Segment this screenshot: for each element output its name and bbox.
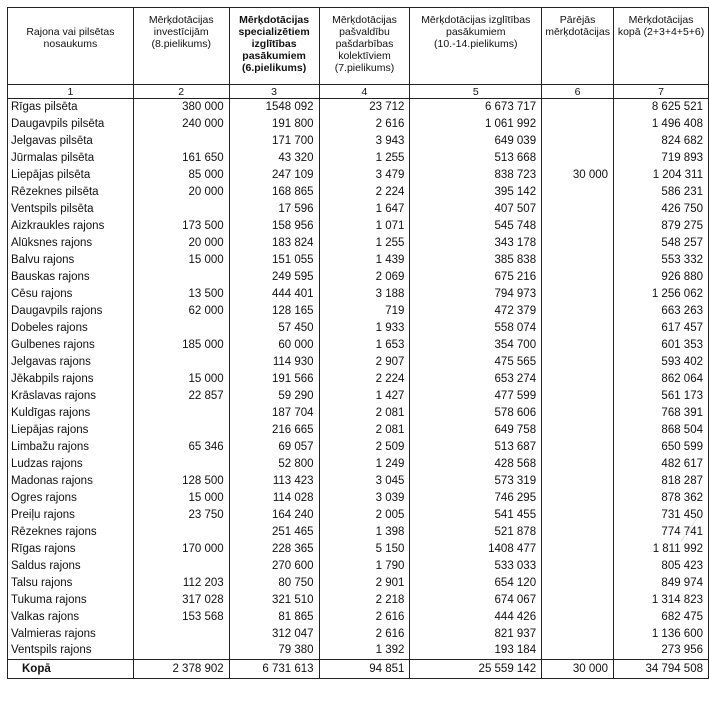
cell-specialized-education: 183 824 xyxy=(229,235,319,252)
cell-other xyxy=(542,422,614,439)
cell-amateur-collectives: 23 712 xyxy=(319,99,410,116)
row-name: Jelgavas pilsēta xyxy=(8,133,134,150)
header-investments: Mērķdotācijas investīcijām (8.pielikums) xyxy=(133,8,229,85)
cell-investments: 15 000 xyxy=(133,490,229,507)
header-name: Rajona vai pilsētas nosaukums xyxy=(8,8,134,85)
cell-total: 593 402 xyxy=(614,354,709,371)
cell-education-measures: 653 274 xyxy=(410,371,542,388)
cell-amateur-collectives: 1 790 xyxy=(319,558,410,575)
cell-other xyxy=(542,592,614,609)
cell-specialized-education: 151 055 xyxy=(229,252,319,269)
table-row xyxy=(8,184,709,201)
cell-other xyxy=(542,507,614,524)
row-name: Jelgavas rajons xyxy=(8,354,134,371)
cell-investments: 13 500 xyxy=(133,286,229,303)
row-name: Liepājas pilsēta xyxy=(8,167,134,184)
table-row xyxy=(8,422,709,439)
column-number: 2 xyxy=(133,85,229,99)
cell-other xyxy=(542,184,614,201)
cell-other xyxy=(542,388,614,405)
cell-education-measures: 573 319 xyxy=(410,473,542,490)
cell-other xyxy=(542,354,614,371)
cell-education-measures: 513 687 xyxy=(410,439,542,456)
cell-specialized-education: 216 665 xyxy=(229,422,319,439)
cell-specialized-education: 114 930 xyxy=(229,354,319,371)
row-name: Preiļu rajons xyxy=(8,507,134,524)
total-row xyxy=(8,660,709,679)
cell-investments xyxy=(133,558,229,575)
cell-education-measures: 193 184 xyxy=(410,643,542,660)
table-row xyxy=(8,286,709,303)
cell-education-measures: 477 599 xyxy=(410,388,542,405)
cell-other: 30 000 xyxy=(542,167,614,184)
cell-specialized-education: 171 700 xyxy=(229,133,319,150)
cell-investments xyxy=(133,456,229,473)
total-other: 30 000 xyxy=(542,660,614,679)
cell-total: 482 617 xyxy=(614,456,709,473)
allocation-table xyxy=(7,7,709,679)
cell-specialized-education: 187 704 xyxy=(229,405,319,422)
cell-amateur-collectives: 1 392 xyxy=(319,643,410,660)
cell-education-measures: 395 142 xyxy=(410,184,542,201)
cell-education-measures: 354 700 xyxy=(410,337,542,354)
row-name: Daugavpils pilsēta xyxy=(8,116,134,133)
table-row xyxy=(8,643,709,660)
cell-other xyxy=(542,541,614,558)
cell-specialized-education: 191 566 xyxy=(229,371,319,388)
table-row xyxy=(8,609,709,626)
table-row xyxy=(8,371,709,388)
cell-other xyxy=(542,626,614,643)
cell-specialized-education: 312 047 xyxy=(229,626,319,643)
cell-specialized-education: 52 800 xyxy=(229,456,319,473)
cell-education-measures: 558 074 xyxy=(410,320,542,337)
cell-total: 926 880 xyxy=(614,269,709,286)
cell-total: 719 893 xyxy=(614,150,709,167)
cell-education-measures: 674 067 xyxy=(410,592,542,609)
table-row xyxy=(8,201,709,218)
cell-specialized-education: 444 401 xyxy=(229,286,319,303)
cell-total: 8 625 521 xyxy=(614,99,709,116)
row-name: Ogres rajons xyxy=(8,490,134,507)
cell-total: 601 353 xyxy=(614,337,709,354)
cell-specialized-education: 191 800 xyxy=(229,116,319,133)
table-row xyxy=(8,473,709,490)
cell-total: 818 287 xyxy=(614,473,709,490)
cell-amateur-collectives: 3 039 xyxy=(319,490,410,507)
cell-investments: 173 500 xyxy=(133,218,229,235)
cell-other xyxy=(542,252,614,269)
cell-total: 862 064 xyxy=(614,371,709,388)
cell-investments: 380 000 xyxy=(133,99,229,116)
cell-total: 553 332 xyxy=(614,252,709,269)
cell-amateur-collectives: 2 616 xyxy=(319,626,410,643)
header-other: Pārējās mērķdotācijas xyxy=(542,8,614,85)
cell-education-measures: 513 668 xyxy=(410,150,542,167)
cell-investments xyxy=(133,354,229,371)
total-label: Kopā xyxy=(8,660,134,679)
cell-total: 273 956 xyxy=(614,643,709,660)
cell-investments: 85 000 xyxy=(133,167,229,184)
cell-education-measures: 654 120 xyxy=(410,575,542,592)
cell-education-measures: 675 216 xyxy=(410,269,542,286)
cell-specialized-education: 69 057 xyxy=(229,439,319,456)
table-row xyxy=(8,388,709,405)
table-row xyxy=(8,626,709,643)
row-name: Cēsu rajons xyxy=(8,286,134,303)
table-row xyxy=(8,524,709,541)
table-row xyxy=(8,507,709,524)
header-total: Mērķdotācijas kopā (2+3+4+5+6) xyxy=(614,8,709,85)
cell-total: 878 362 xyxy=(614,490,709,507)
cell-amateur-collectives: 1 255 xyxy=(319,150,410,167)
cell-amateur-collectives: 2 901 xyxy=(319,575,410,592)
cell-education-measures: 475 565 xyxy=(410,354,542,371)
table-row xyxy=(8,252,709,269)
column-number: 6 xyxy=(542,85,614,99)
cell-amateur-collectives: 2 224 xyxy=(319,184,410,201)
cell-amateur-collectives: 1 653 xyxy=(319,337,410,354)
cell-investments: 153 568 xyxy=(133,609,229,626)
column-number-row xyxy=(8,85,709,99)
cell-total: 617 457 xyxy=(614,320,709,337)
cell-total: 1 136 600 xyxy=(614,626,709,643)
cell-investments: 65 346 xyxy=(133,439,229,456)
table-row xyxy=(8,541,709,558)
row-name: Ventspils rajons xyxy=(8,643,134,660)
cell-other xyxy=(542,558,614,575)
cell-specialized-education: 321 510 xyxy=(229,592,319,609)
cell-total: 548 257 xyxy=(614,235,709,252)
cell-amateur-collectives: 2 224 xyxy=(319,371,410,388)
cell-total: 1 314 823 xyxy=(614,592,709,609)
row-name: Tukuma rajons xyxy=(8,592,134,609)
table-row xyxy=(8,167,709,184)
header-row xyxy=(8,8,709,85)
cell-amateur-collectives: 2 081 xyxy=(319,405,410,422)
cell-other xyxy=(542,201,614,218)
cell-specialized-education: 270 600 xyxy=(229,558,319,575)
cell-specialized-education: 1548 092 xyxy=(229,99,319,116)
column-number: 7 xyxy=(614,85,709,99)
row-name: Limbažu rajons xyxy=(8,439,134,456)
cell-amateur-collectives: 2 616 xyxy=(319,609,410,626)
cell-investments: 62 000 xyxy=(133,303,229,320)
cell-total: 682 475 xyxy=(614,609,709,626)
cell-total: 774 741 xyxy=(614,524,709,541)
cell-amateur-collectives: 1 071 xyxy=(319,218,410,235)
cell-investments: 15 000 xyxy=(133,371,229,388)
header-education-measures: Mērķdotācijas izglītības pasākumiem (10.-14.pielikums) xyxy=(410,8,542,85)
header-specialized-education: Mērķdotācijas specializētiem izglītības pasākumiem (6.pielikums) xyxy=(229,8,319,85)
table-row xyxy=(8,439,709,456)
table-row xyxy=(8,320,709,337)
cell-education-measures: 545 748 xyxy=(410,218,542,235)
cell-investments: 15 000 xyxy=(133,252,229,269)
cell-other xyxy=(542,269,614,286)
cell-other xyxy=(542,405,614,422)
cell-specialized-education: 59 290 xyxy=(229,388,319,405)
cell-investments: 20 000 xyxy=(133,235,229,252)
cell-investments xyxy=(133,201,229,218)
cell-education-measures: 578 606 xyxy=(410,405,542,422)
row-name: Ludzas rajons xyxy=(8,456,134,473)
cell-other xyxy=(542,575,614,592)
table-row xyxy=(8,558,709,575)
cell-amateur-collectives: 1 439 xyxy=(319,252,410,269)
row-name: Jēkabpils rajons xyxy=(8,371,134,388)
table-row xyxy=(8,592,709,609)
cell-education-measures: 838 723 xyxy=(410,167,542,184)
cell-investments xyxy=(133,524,229,541)
cell-amateur-collectives: 1 933 xyxy=(319,320,410,337)
cell-investments: 240 000 xyxy=(133,116,229,133)
cell-amateur-collectives: 2 069 xyxy=(319,269,410,286)
row-name: Ventspils pilsēta xyxy=(8,201,134,218)
cell-specialized-education: 164 240 xyxy=(229,507,319,524)
cell-other xyxy=(542,133,614,150)
row-name: Bauskas rajons xyxy=(8,269,134,286)
row-name: Alūksnes rajons xyxy=(8,235,134,252)
table-body xyxy=(8,99,709,660)
table-row xyxy=(8,575,709,592)
cell-specialized-education: 114 028 xyxy=(229,490,319,507)
cell-amateur-collectives: 1 249 xyxy=(319,456,410,473)
table-row xyxy=(8,235,709,252)
cell-other xyxy=(542,337,614,354)
cell-total: 426 750 xyxy=(614,201,709,218)
cell-other xyxy=(542,524,614,541)
cell-investments: 20 000 xyxy=(133,184,229,201)
cell-other xyxy=(542,303,614,320)
cell-specialized-education: 80 750 xyxy=(229,575,319,592)
cell-other xyxy=(542,643,614,660)
cell-specialized-education: 168 865 xyxy=(229,184,319,201)
cell-specialized-education: 57 450 xyxy=(229,320,319,337)
cell-specialized-education: 128 165 xyxy=(229,303,319,320)
table-row xyxy=(8,218,709,235)
total-investments: 2 378 902 xyxy=(133,660,229,679)
total-sum: 34 794 508 xyxy=(614,660,709,679)
cell-education-measures: 407 507 xyxy=(410,201,542,218)
cell-total: 663 263 xyxy=(614,303,709,320)
cell-other xyxy=(542,490,614,507)
cell-investments: 170 000 xyxy=(133,541,229,558)
cell-amateur-collectives: 2 005 xyxy=(319,507,410,524)
cell-amateur-collectives: 2 218 xyxy=(319,592,410,609)
cell-specialized-education: 79 380 xyxy=(229,643,319,660)
cell-investments: 112 203 xyxy=(133,575,229,592)
cell-education-measures: 794 973 xyxy=(410,286,542,303)
cell-other xyxy=(542,235,614,252)
cell-education-measures: 428 568 xyxy=(410,456,542,473)
cell-total: 561 173 xyxy=(614,388,709,405)
cell-other xyxy=(542,439,614,456)
cell-other xyxy=(542,150,614,167)
cell-total: 1 496 408 xyxy=(614,116,709,133)
cell-education-measures: 521 878 xyxy=(410,524,542,541)
table-row xyxy=(8,99,709,116)
cell-other xyxy=(542,371,614,388)
cell-investments: 128 500 xyxy=(133,473,229,490)
total-specialized-education: 6 731 613 xyxy=(229,660,319,679)
cell-total: 849 974 xyxy=(614,575,709,592)
row-name: Balvu rajons xyxy=(8,252,134,269)
row-name: Talsu rajons xyxy=(8,575,134,592)
cell-other xyxy=(542,286,614,303)
cell-amateur-collectives: 3 188 xyxy=(319,286,410,303)
cell-total: 805 423 xyxy=(614,558,709,575)
row-name: Krāslavas rajons xyxy=(8,388,134,405)
table-row xyxy=(8,303,709,320)
cell-total: 731 450 xyxy=(614,507,709,524)
row-name: Saldus rajons xyxy=(8,558,134,575)
table-row xyxy=(8,405,709,422)
cell-total: 586 231 xyxy=(614,184,709,201)
cell-investments: 161 650 xyxy=(133,150,229,167)
total-amateur-collectives: 94 851 xyxy=(319,660,410,679)
cell-amateur-collectives: 1 255 xyxy=(319,235,410,252)
cell-investments xyxy=(133,422,229,439)
cell-education-measures: 385 838 xyxy=(410,252,542,269)
column-number: 3 xyxy=(229,85,319,99)
cell-education-measures: 649 039 xyxy=(410,133,542,150)
cell-amateur-collectives: 2 509 xyxy=(319,439,410,456)
table-row xyxy=(8,133,709,150)
row-name: Aizkraukles rajons xyxy=(8,218,134,235)
row-name: Rīgas rajons xyxy=(8,541,134,558)
cell-other xyxy=(542,473,614,490)
cell-amateur-collectives: 5 150 xyxy=(319,541,410,558)
row-name: Jūrmalas pilsēta xyxy=(8,150,134,167)
column-number: 5 xyxy=(410,85,542,99)
table-row xyxy=(8,354,709,371)
cell-amateur-collectives: 1 647 xyxy=(319,201,410,218)
cell-investments xyxy=(133,405,229,422)
cell-total: 650 599 xyxy=(614,439,709,456)
table-row xyxy=(8,269,709,286)
row-name: Daugavpils rajons xyxy=(8,303,134,320)
cell-amateur-collectives: 3 479 xyxy=(319,167,410,184)
cell-education-measures: 649 758 xyxy=(410,422,542,439)
cell-total: 768 391 xyxy=(614,405,709,422)
cell-investments: 317 028 xyxy=(133,592,229,609)
row-name: Liepājas rajons xyxy=(8,422,134,439)
cell-investments xyxy=(133,643,229,660)
cell-total: 1 811 992 xyxy=(614,541,709,558)
cell-amateur-collectives: 719 xyxy=(319,303,410,320)
cell-specialized-education: 60 000 xyxy=(229,337,319,354)
cell-specialized-education: 249 595 xyxy=(229,269,319,286)
column-number: 1 xyxy=(8,85,134,99)
cell-education-measures: 343 178 xyxy=(410,235,542,252)
row-name: Rīgas pilsēta xyxy=(8,99,134,116)
cell-specialized-education: 17 596 xyxy=(229,201,319,218)
cell-specialized-education: 228 365 xyxy=(229,541,319,558)
cell-total: 1 256 062 xyxy=(614,286,709,303)
cell-specialized-education: 81 865 xyxy=(229,609,319,626)
row-name: Rēzeknes pilsēta xyxy=(8,184,134,201)
cell-education-measures: 6 673 717 xyxy=(410,99,542,116)
cell-total: 824 682 xyxy=(614,133,709,150)
header-amateur-collectives: Mērķdotācijas pašvaldību pašdarbības kolektīviem (7.pielikums) xyxy=(319,8,410,85)
cell-total: 879 275 xyxy=(614,218,709,235)
cell-amateur-collectives: 3 045 xyxy=(319,473,410,490)
cell-amateur-collectives: 3 943 xyxy=(319,133,410,150)
cell-education-measures: 1408 477 xyxy=(410,541,542,558)
row-name: Dobeles rajons xyxy=(8,320,134,337)
column-number: 4 xyxy=(319,85,410,99)
table-row xyxy=(8,116,709,133)
cell-other xyxy=(542,99,614,116)
cell-other xyxy=(542,218,614,235)
cell-education-measures: 746 295 xyxy=(410,490,542,507)
row-name: Gulbenes rajons xyxy=(8,337,134,354)
cell-amateur-collectives: 2 081 xyxy=(319,422,410,439)
cell-other xyxy=(542,456,614,473)
cell-specialized-education: 251 465 xyxy=(229,524,319,541)
cell-education-measures: 444 426 xyxy=(410,609,542,626)
cell-investments: 23 750 xyxy=(133,507,229,524)
cell-education-measures: 533 033 xyxy=(410,558,542,575)
cell-specialized-education: 158 956 xyxy=(229,218,319,235)
cell-investments xyxy=(133,626,229,643)
cell-other xyxy=(542,116,614,133)
cell-other xyxy=(542,320,614,337)
table-row xyxy=(8,490,709,507)
cell-investments xyxy=(133,133,229,150)
row-name: Rēzeknes rajons xyxy=(8,524,134,541)
row-name: Madonas rajons xyxy=(8,473,134,490)
total-education-measures: 25 559 142 xyxy=(410,660,542,679)
table-row xyxy=(8,456,709,473)
row-name: Valmieras rajons xyxy=(8,626,134,643)
cell-investments: 185 000 xyxy=(133,337,229,354)
cell-investments: 22 857 xyxy=(133,388,229,405)
cell-total: 1 204 311 xyxy=(614,167,709,184)
cell-education-measures: 1 061 992 xyxy=(410,116,542,133)
cell-education-measures: 821 937 xyxy=(410,626,542,643)
table-row xyxy=(8,150,709,167)
cell-investments xyxy=(133,320,229,337)
cell-other xyxy=(542,609,614,626)
cell-specialized-education: 247 109 xyxy=(229,167,319,184)
row-name: Kuldīgas rajons xyxy=(8,405,134,422)
cell-amateur-collectives: 1 427 xyxy=(319,388,410,405)
cell-total: 868 504 xyxy=(614,422,709,439)
cell-specialized-education: 113 423 xyxy=(229,473,319,490)
cell-education-measures: 472 379 xyxy=(410,303,542,320)
cell-amateur-collectives: 2 616 xyxy=(319,116,410,133)
table-row xyxy=(8,337,709,354)
cell-investments xyxy=(133,269,229,286)
row-name: Valkas rajons xyxy=(8,609,134,626)
cell-specialized-education: 43 320 xyxy=(229,150,319,167)
cell-education-measures: 541 455 xyxy=(410,507,542,524)
cell-amateur-collectives: 1 398 xyxy=(319,524,410,541)
cell-amateur-collectives: 2 907 xyxy=(319,354,410,371)
